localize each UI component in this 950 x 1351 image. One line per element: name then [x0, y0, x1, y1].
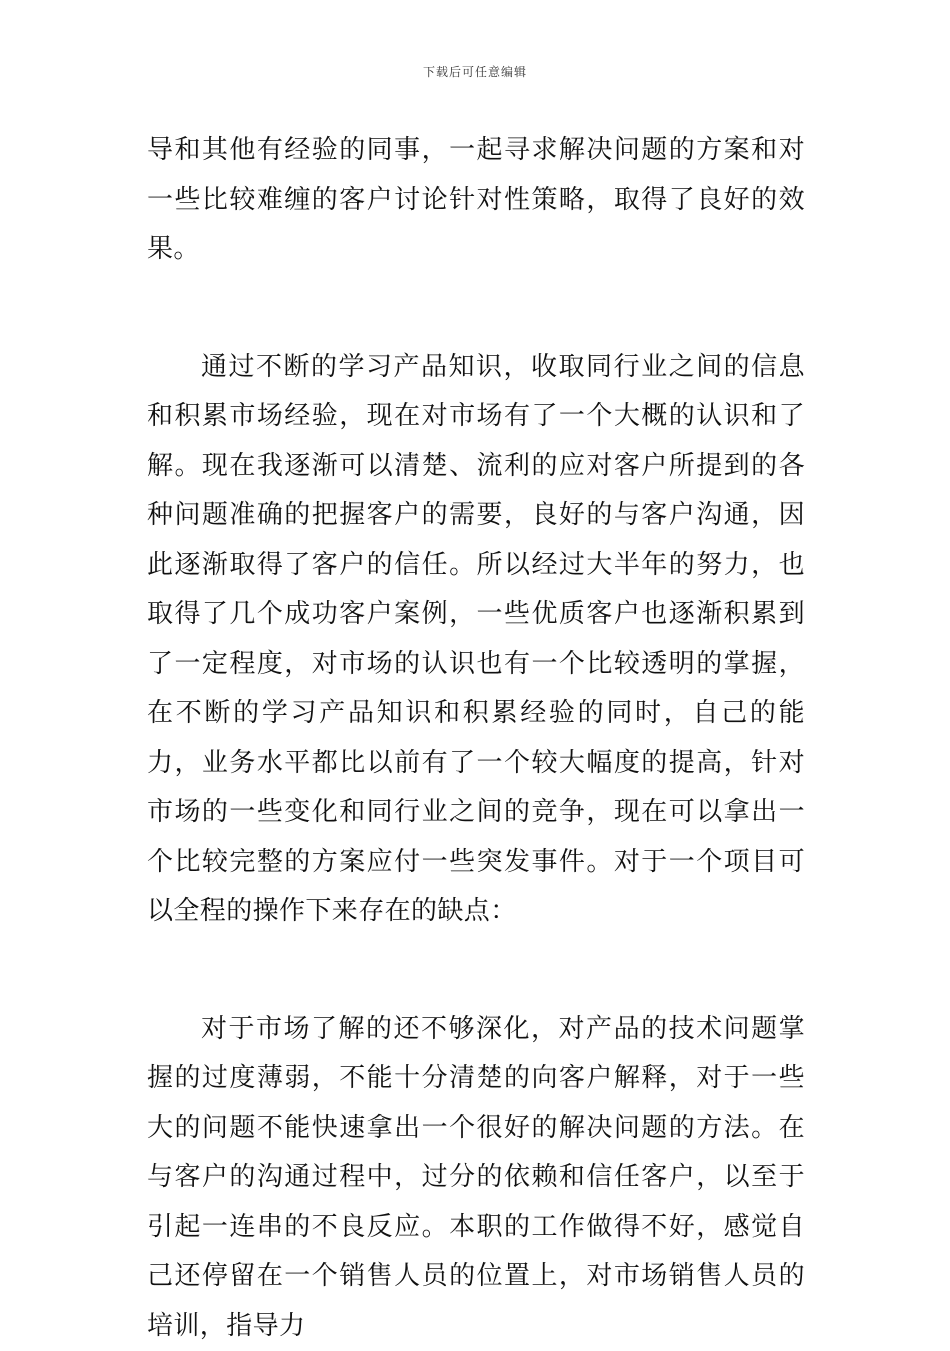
document-body: [147, 126, 805, 1351]
paragraph-continued: 导和其他有经验的同事，一起寻求解决问题的方案和对一些比较难缠的客户讨论针对性策略，取得了良好的效果。: [147, 126, 805, 275]
paragraph-gap: [147, 937, 805, 1005]
page-header-note: 下载后可任意编辑: [0, 64, 950, 80]
paragraph-gap: [147, 275, 805, 343]
paragraph-market-experience: 通过不断的学习产品知识，收取同行业之间的信息和积累市场经验，现在对市场有了一个大概的认识和了解。现在我逐渐可以清楚、流利的应对客户所提到的各种问题准确的把握客户的需要，良好的与客户沟通，因此逐渐取得了客户的信任。所以经过大半年的努力，也取得了几个成功客户案例，一些优质客户也逐渐积累到了一定程度，对市场的认识也有一个比较透明的掌握，在不断的学习产品知识和积累经验的同时，自己的能力，业务水平都比以前有了一个较大幅度的提高，针对市场的一些变化和同行业之间的竞争，现在可以拿出一个比较完整的方案应付一些突发事件。对于一个项目可以全程的操作下来存在的缺点：: [147, 343, 805, 937]
paragraph-shortcomings: 对于市场了解的还不够深化，对产品的技术问题掌握的过度薄弱，不能十分清楚的向客户解释，对于一些大的问题不能快速拿出一个很好的解决问题的方法。在与客户的沟通过程中，过分的依赖和信任客户，以至于引起一连串的不良反应。本职的工作做得不好，感觉自己还停留在一个销售人员的位置上，对市场销售人员的培训，指导力: [147, 1005, 805, 1351]
